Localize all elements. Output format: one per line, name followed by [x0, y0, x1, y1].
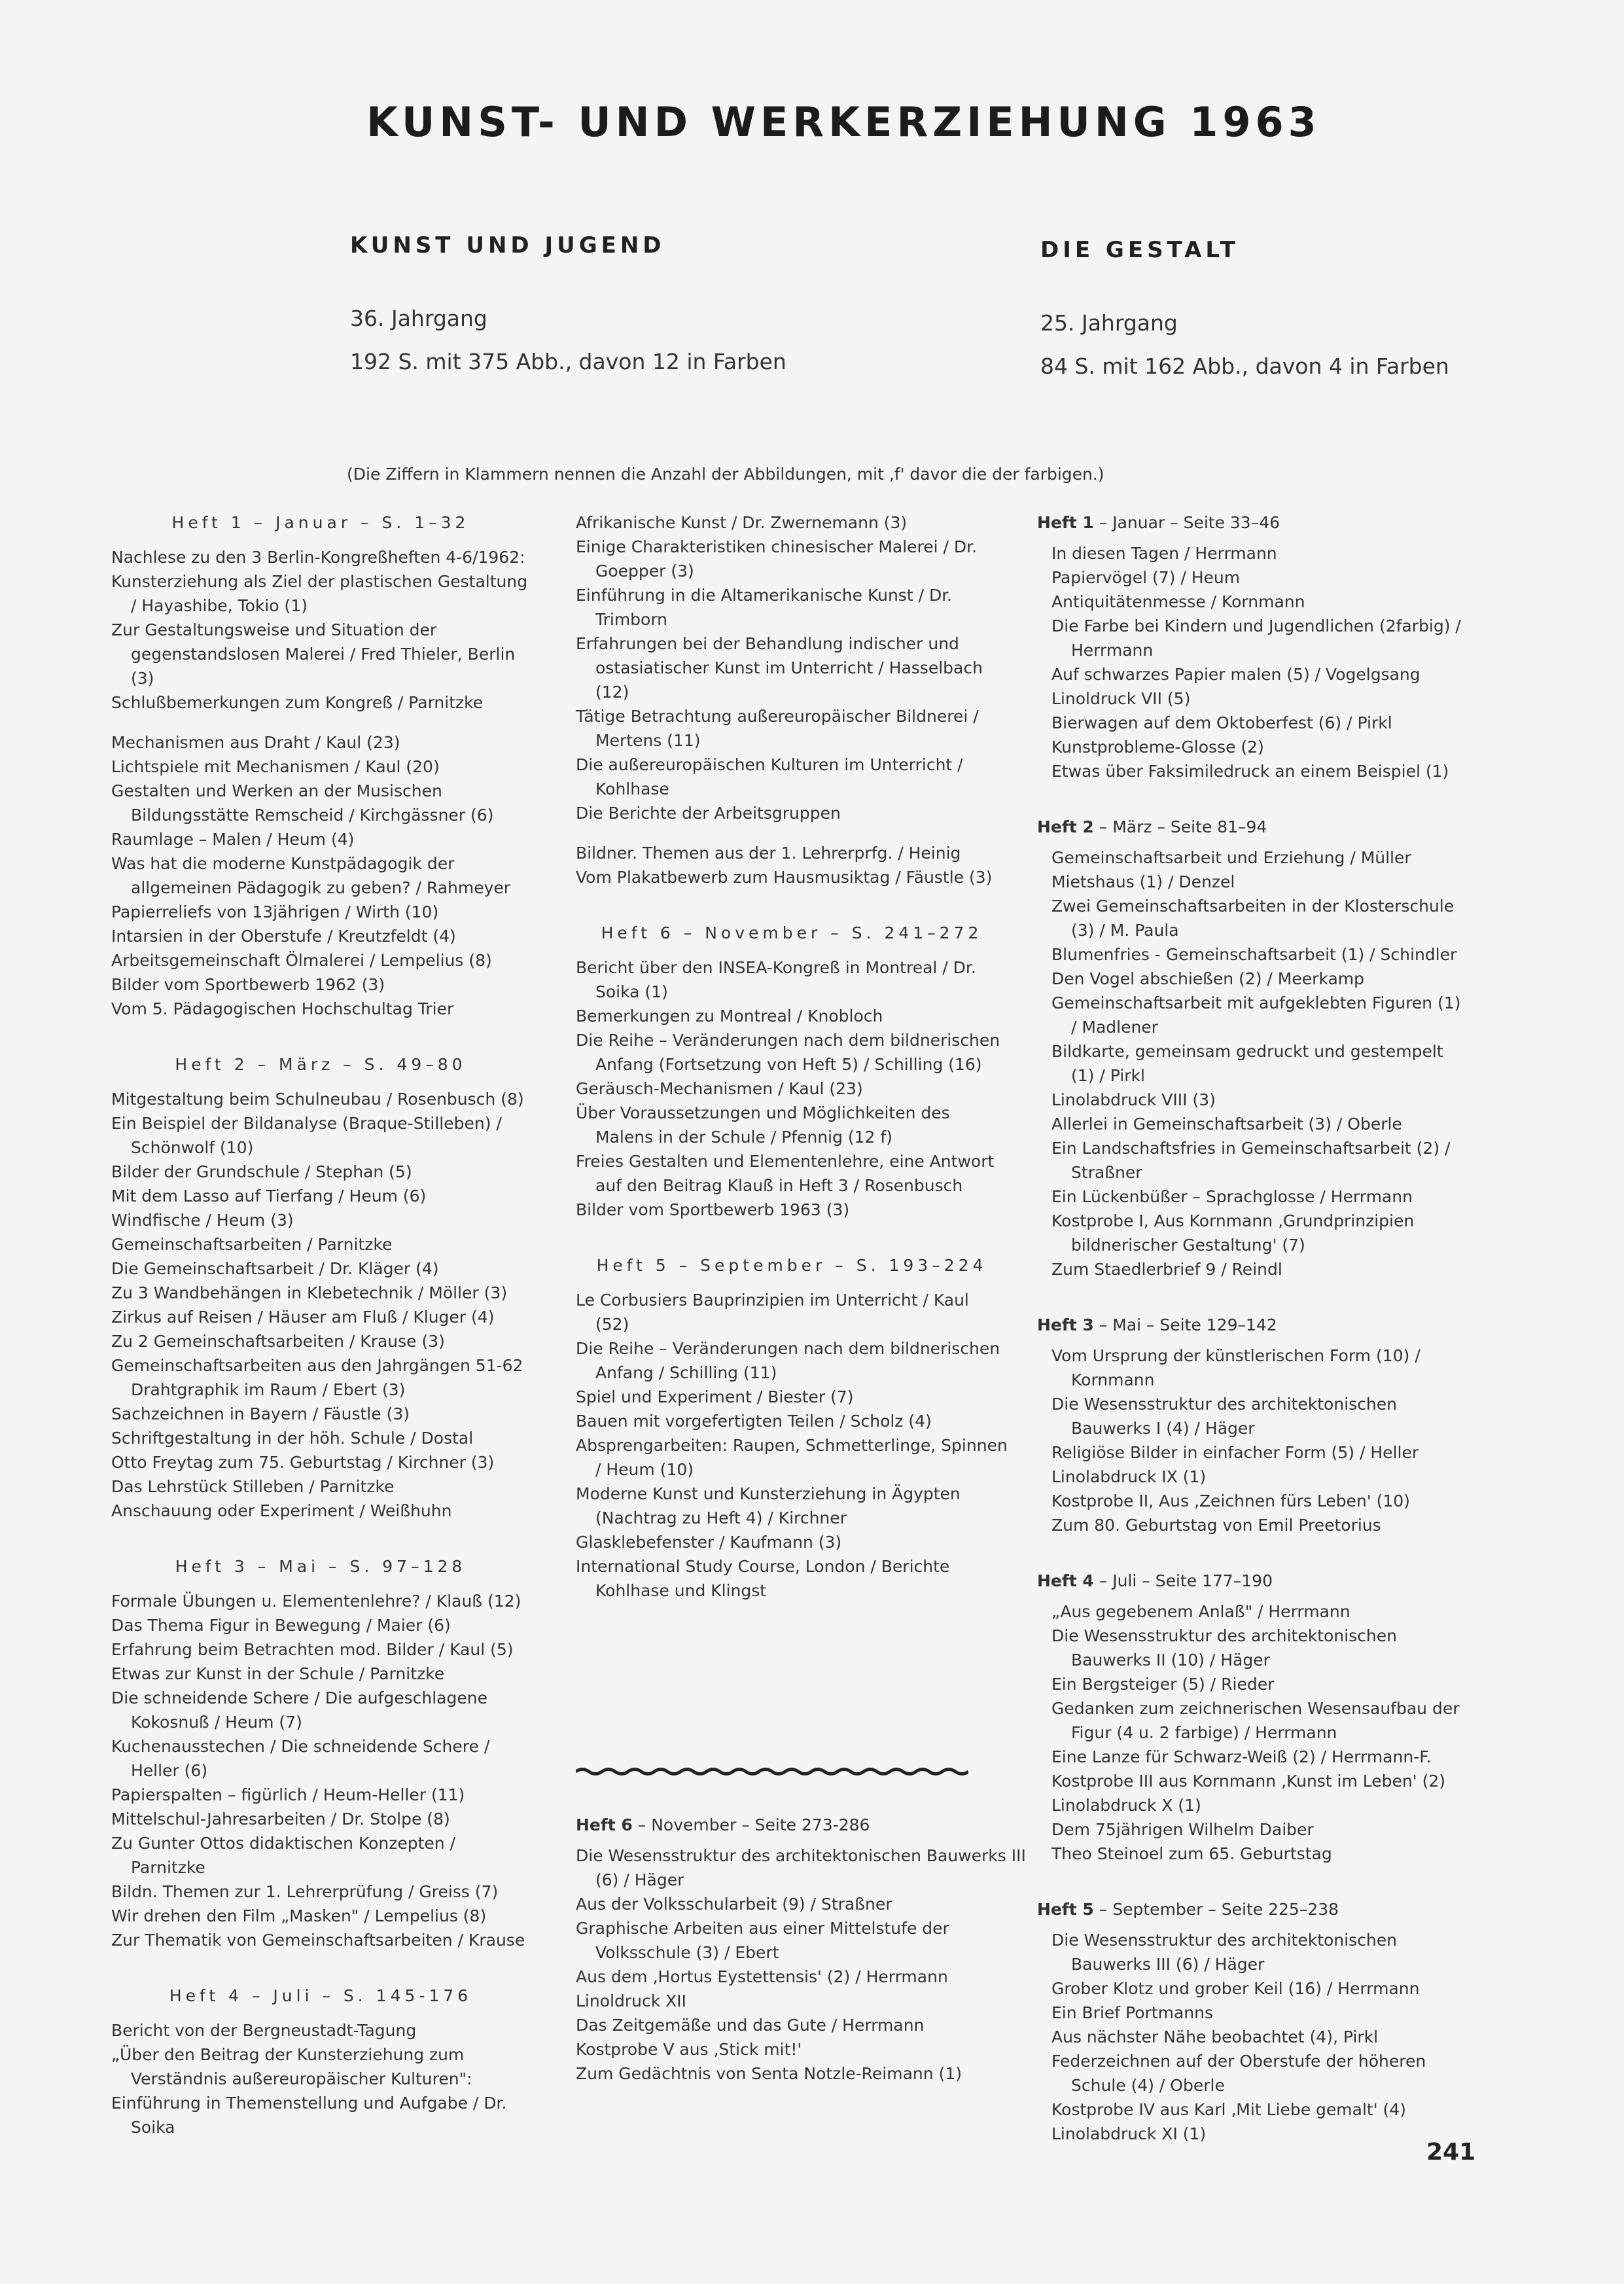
list-item: Bericht über den INSEA-Kongreß in Montreal / Dr. Soika (1) — [576, 958, 976, 1001]
list-item: Theo Steinoel zum 65. Geburtstag — [1051, 1844, 1332, 1863]
list-item: Den Vogel abschießen (2) / Meerkamp — [1051, 969, 1364, 988]
list-item: Die Reihe – Veränderungen nach dem bildnerischen Anfang / Schilling (11) — [576, 1339, 1000, 1382]
list-item: Was hat die moderne Kunstpädagogik der allgemeinen Pädagogik zu geben? / Rahmeyer — [111, 854, 511, 897]
list-item: Etwas zur Kunst in der Schule / Parnitzke — [111, 1664, 445, 1683]
list-item: Kunstprobleme-Glosse (2) — [1051, 738, 1264, 757]
page-title: KUNST- UND WERKERZIEHUNG 1963 — [366, 98, 1321, 146]
index-section — [111, 510, 530, 1021]
list-item: Die Farbe bei Kindern und Jugendlichen (2farbig) / Herrmann — [1051, 616, 1461, 660]
list-item: Die Wesensstruktur des architektonischen Bauwerks III (6) / Häger — [1051, 1931, 1397, 1974]
list-item: Ein Bergsteiger (5) / Rieder — [1051, 1675, 1275, 1694]
list-item: Bierwagen auf dem Oktoberfest (6) / Pirkl — [1051, 713, 1392, 732]
list-item: In diesen Tagen / Herrmann — [1051, 544, 1277, 563]
list-item: Formale Übungen u. Elementenlehre? / Klauß (12) — [111, 1592, 521, 1611]
list-item: „Über den Beitrag der Kunsterziehung zum Verständnis außereuropäischer Kulturen": — [111, 2045, 472, 2088]
list-item: Zum Gedächtnis von Senta Notzle-Reimann (1) — [576, 2064, 962, 2083]
list-item: Dem 75jährigen Wilhelm Daiber — [1051, 1820, 1314, 1839]
list-item: Bildn. Themen zur 1. Lehrerprüfung / Greiss (7) — [111, 1882, 499, 1901]
list-item: Aus der Volksschularbeit (9) / Straßner — [576, 1895, 892, 1914]
list-item: Vom 5. Pädagogischen Hochschultag Trier — [111, 999, 454, 1018]
list-item: Bildner. Themen aus der 1. Lehrerprfg. / Heinig — [576, 844, 961, 863]
list-item: Zum Staedlerbrief 9 / Reindl — [1051, 1260, 1282, 1279]
list-item: Die schneidende Schere / Die aufgeschlagene Kokosnuß / Heum (7) — [111, 1688, 487, 1732]
list-item: Antiquitätenmesse / Kornmann — [1051, 592, 1305, 611]
journal-pages: 84 S. mit 162 Abb., davon 4 in Farben — [1040, 353, 1449, 379]
heading-rest: – September – Seite 225–238 — [1093, 1900, 1339, 1919]
section-heading: Heft 6 – November – S. 241–272 — [601, 923, 983, 942]
section-heading — [1037, 510, 1469, 535]
list-item: Otto Freytag zum 75. Geburtstag / Kirchner (3) — [111, 1453, 495, 1472]
list-item: Afrikanische Kunst / Dr. Zwernemann (3) — [576, 513, 908, 532]
list-item: Gemeinschaftsarbeiten / Parnitzke — [111, 1235, 393, 1254]
list-item: Zu 2 Gemeinschaftsarbeiten / Krause (3) — [111, 1332, 445, 1351]
list-item: Mit dem Lasso auf Tierfang / Heum (6) — [111, 1187, 427, 1205]
list-item: Sachzeichnen in Bayern / Fäustle (3) — [111, 1404, 410, 1423]
list-item: Eine Lanze für Schwarz-Weiß (2) / Herrmann-F. — [1051, 1747, 1432, 1766]
list-item: Zu Gunter Ottos didaktischen Konzepten / Parnitzke — [111, 1834, 456, 1877]
list-item: Geräusch-Mechanismen / Kaul (23) — [576, 1079, 863, 1098]
list-item: Die Berichte der Arbeitsgruppen — [576, 804, 841, 823]
list-item: Mitgestaltung beim Schulneubau / Rosenbusch (8) — [111, 1090, 524, 1109]
list-item: Einige Charakteristiken chinesischer Malerei / Dr. Goepper (3) — [576, 537, 978, 580]
list-item: Mechanismen aus Draht / Kaul (23) — [111, 733, 400, 752]
list-item: Zirkus auf Reisen / Häuser am Fluß / Kluger (4) — [111, 1308, 495, 1327]
list-item: Arbeitsgemeinschaft Ölmalerei / Lempelius (8) — [111, 951, 492, 970]
column-kunst-und-jugend-right — [576, 510, 1008, 1634]
list-item: Kunsterziehung als Ziel der plastischen Gestaltung / Hayashibe, Tokio (1) — [111, 572, 528, 615]
list-item: Die Wesensstruktur des architektonischen Bauwerks III (6) / Häger — [576, 1846, 1026, 1889]
list-item: Das Zeitgemäße und das Gute / Herrmann — [576, 2016, 925, 2035]
list-item: Zwei Gemeinschaftsarbeiten in der Klosterschule (3) / M. Paula — [1051, 897, 1455, 940]
list-item: Kostprobe II, Aus ‚Zeichnen fürs Leben' (10) — [1051, 1491, 1410, 1510]
index-section — [1037, 510, 1469, 783]
list-item: Allerlei in Gemeinschaftsarbeit (3) / Oberle — [1051, 1115, 1402, 1133]
list-item: Das Lehrstück Stilleben / Parnitzke — [111, 1477, 395, 1496]
list-item: Gemeinschaftsarbeit und Erziehung / Müller — [1051, 848, 1411, 867]
list-item: Bericht von der Bergneustadt-Tagung — [111, 2021, 417, 2040]
page-number: 241 — [1426, 2139, 1476, 2166]
list-item: Grober Klotz und grober Keil (16) / Herrmann — [1051, 1979, 1420, 1998]
section-heading — [1037, 1569, 1469, 1593]
list-item: Gedanken zum zeichnerischen Wesensaufbau der Figur (4 u. 2 farbige) / Herrmann — [1051, 1699, 1460, 1742]
list-item: Das Thema Figur in Bewegung / Maier (6) — [111, 1616, 451, 1635]
journal-name: KUNST UND JUGEND — [350, 232, 665, 259]
list-item: Zur Thematik von Gemeinschaftsarbeiten / Krause — [111, 1931, 525, 1950]
list-item: Windfische / Heum (3) — [111, 1211, 294, 1230]
section-heading: Heft 5 – September – S. 193–224 — [596, 1256, 987, 1275]
group-gap — [576, 825, 1008, 841]
list-item: Anschauung oder Experiment / Weißhuhn — [111, 1501, 452, 1520]
index-section — [111, 1554, 530, 1952]
list-item: Über Voraussetzungen und Möglichkeiten des Malens in der Schule / Pfennig (12 f) — [576, 1103, 950, 1147]
list-item: Aus dem ‚Hortus Eystettensis' (2) / Herrmann — [576, 1967, 948, 1986]
list-item: Die Wesensstruktur des architektonischen Bauwerks II (10) / Häger — [1051, 1626, 1397, 1669]
list-item: Zur Gestaltungsweise und Situation der gegenstandslosen Malerei / Fred Thieler, Berlin (3) — [111, 620, 516, 688]
list-item: Bildkarte, gemeinsam gedruckt und gestempelt (1) / Pirkl — [1051, 1042, 1443, 1085]
list-item: Linoldruck XII — [576, 1991, 686, 2010]
list-item: Aus nächster Nähe beobachtet (4), Pirkl — [1051, 2027, 1379, 2046]
list-item: Vom Ursprung der künstlerischen Form (10) / Kornmann — [1051, 1346, 1421, 1389]
heading-rest: – Juli – Seite 177–190 — [1093, 1571, 1273, 1590]
heading-rest: – März – Seite 81–94 — [1093, 817, 1267, 836]
index-section — [576, 510, 1008, 889]
heading-bold: Heft 3 — [1037, 1315, 1094, 1334]
journal-die-gestalt — [1040, 237, 1449, 395]
list-item: Le Corbusiers Bauprinzipien im Unterricht / Kaul (52) — [576, 1291, 969, 1334]
list-item: Etwas über Faksimiledruck an einem Beispiel (1) — [1051, 762, 1449, 781]
section-heading: Heft 2 – März – S. 49–80 — [175, 1055, 467, 1074]
list-item: Glasklebefenster / Kaufmann (3) — [576, 1533, 842, 1552]
column-kunst-und-jugend-left — [111, 510, 530, 2171]
heading-bold: Heft 5 — [1037, 1900, 1094, 1919]
list-item: Gestalten und Werken an der Musischen Bildungsstätte Remscheid / Kirchgässner (6) — [111, 781, 494, 825]
list-item: Papiervögel (7) / Heum — [1051, 568, 1241, 587]
index-section — [1037, 1897, 1469, 2146]
heading-bold: Heft 6 — [576, 1815, 633, 1834]
journal-pages: 192 S. mit 375 Abb., davon 12 in Farben — [350, 349, 786, 374]
index-section — [1037, 1313, 1469, 1537]
index-section — [576, 921, 1008, 1222]
journal-kunst-und-jugend — [350, 232, 786, 391]
list-item: Federzeichnen auf der Oberstufe der höheren Schule (4) / Oberle — [1051, 2052, 1426, 2095]
list-item: Kostprobe V aus ‚Stick mit!' — [576, 2040, 802, 2059]
list-item: Wir drehen den Film „Masken" / Lempelius (8) — [111, 1906, 487, 1925]
list-item: Auf schwarzes Papier malen (5) / Vogelgsang — [1051, 665, 1421, 684]
list-item: Papierreliefs von 13jährigen / Wirth (10) — [111, 902, 439, 921]
list-item: Moderne Kunst und Kunsterziehung in Ägypten (Nachtrag zu Heft 4) / Kirchner — [576, 1484, 961, 1527]
list-item: Bilder vom Sportbewerb 1963 (3) — [576, 1200, 850, 1219]
list-item: Die Wesensstruktur des architektonischen Bauwerks I (4) / Häger — [1051, 1395, 1397, 1438]
list-item: Zum 80. Geburtstag von Emil Preetorius — [1051, 1516, 1381, 1535]
list-item: Schlußbemerkungen zum Kongreß / Parnitzke — [111, 693, 484, 712]
section-heading — [1037, 1313, 1469, 1337]
list-item: Ein Beispiel der Bildanalyse (Braque-Stilleben) / Schönwolf (10) — [111, 1114, 502, 1157]
heading-rest: – November – Seite 273-286 — [632, 1815, 870, 1834]
list-item: Tätige Betrachtung außereuropäischer Bildnerei / Mertens (11) — [576, 707, 979, 750]
list-item: Blumenfries - Gemeinschaftsarbeit (1) / Schindler — [1051, 945, 1457, 964]
index-section — [1037, 1569, 1469, 1866]
list-item: Intarsien in der Oberstufe / Kreutzfeldt (4) — [111, 927, 456, 946]
section-heading — [1037, 1897, 1469, 1921]
list-item: Papierspalten – figürlich / Heum-Heller (11) — [111, 1785, 465, 1804]
heading-bold: Heft 2 — [1037, 817, 1094, 836]
list-item: Kostprobe I, Aus Kornmann ‚Grundprinzipien bildnerischer Gestaltung' (7) — [1051, 1211, 1415, 1255]
list-item: Raumlage – Malen / Heum (4) — [111, 830, 355, 849]
list-item: Bemerkungen zu Montreal / Knobloch — [576, 1007, 883, 1026]
section-heading: Heft 3 – Mai – S. 97–128 — [175, 1557, 467, 1576]
list-item: Linoldruck VII (5) — [1051, 689, 1191, 708]
list-item: Freies Gestalten und Elementenlehre, eine Antwort auf den Beitrag Klauß in Heft 3 / Rosenbusch — [576, 1152, 995, 1195]
section-heading: Heft 1 – Januar – S. 1–32 — [171, 513, 470, 532]
index-section — [576, 1253, 1008, 1603]
list-item: Graphische Arbeiten aus einer Mittelstufe der Volksschule (3) / Ebert — [576, 1919, 949, 1962]
list-item: Mietshaus (1) / Denzel — [1051, 872, 1235, 891]
list-item: Einführung in die Altamerikanische Kunst / Dr. Trimborn — [576, 586, 953, 629]
heading-rest: – Januar – Seite 33–46 — [1093, 513, 1280, 532]
list-item: Religiöse Bilder in einfacher Form (5) / Heller — [1051, 1443, 1419, 1462]
list-item: Gemeinschaftsarbeit mit aufgeklebten Figuren (1) / Madlener — [1051, 993, 1461, 1037]
list-item: Die Reihe – Veränderungen nach dem bildnerischen Anfang (Fortsetzung von Heft 5) / Schilling (16) — [576, 1031, 1000, 1074]
heading-rest: – Mai – Seite 129–142 — [1093, 1315, 1277, 1334]
heading-bold: Heft 1 — [1037, 513, 1094, 532]
column-die-gestalt — [1037, 510, 1469, 2177]
section-heading — [576, 1813, 1034, 1837]
list-item: Kostprobe III aus Kornmann ‚Kunst im Leben' (2) — [1051, 1772, 1446, 1791]
list-item: Schriftgestaltung in der höh. Schule / Dostal — [111, 1429, 474, 1448]
figures-note: (Die Ziffern in Klammern nennen die Anzahl der Abbildungen, mit ‚f' davor die der farbigen.) — [347, 465, 1104, 484]
list-item: Spiel und Experiment / Biester (7) — [576, 1387, 854, 1406]
list-item: Ein Lückenbüßer – Sprachglosse / Herrmann — [1051, 1187, 1413, 1206]
journal-name: DIE GESTALT — [1040, 237, 1239, 263]
list-item: International Study Course, London / Berichte Kohlhase und Klingst — [576, 1557, 950, 1600]
list-item: Linolabdruck XI (1) — [1051, 2124, 1207, 2143]
list-item: Erfahrungen bei der Behandlung indischer und ostasiatischer Kunst im Unterricht / Hasselbach (12) — [576, 634, 983, 702]
group-gap — [111, 715, 530, 730]
index-section — [111, 1984, 530, 2139]
section-heading — [1037, 815, 1469, 839]
list-item: Absprengarbeiten: Raupen, Schmetterlinge, Spinnen / Heum (10) — [576, 1436, 1008, 1479]
list-item: Linolabdruck VIII (3) — [1051, 1090, 1216, 1109]
wavy-separator — [576, 1767, 968, 1776]
journal-volume: 25. Jahrgang — [1040, 310, 1178, 336]
list-item: Linolabdruck X (1) — [1051, 1796, 1201, 1815]
list-item: Die Gemeinschaftsarbeit / Dr. Kläger (4) — [111, 1259, 439, 1278]
list-item: Ein Landschaftsfries in Gemeinschaftsarbeit (2) / Straßner — [1051, 1139, 1451, 1182]
list-item: „Aus gegebenem Anlaß" / Herrmann — [1051, 1602, 1350, 1621]
heading-bold: Heft 4 — [1037, 1571, 1094, 1590]
list-item: Ein Brief Portmanns — [1051, 2003, 1213, 2022]
list-item: Linolabdruck IX (1) — [1051, 1467, 1207, 1486]
list-item: Mittelschul-Jahresarbeiten / Dr. Stolpe (8) — [111, 1810, 450, 1829]
list-item: Die außereuropäischen Kulturen im Unterricht / Kohlhase — [576, 755, 963, 798]
die-gestalt-heft-6 — [576, 1813, 1034, 2086]
section-heading: Heft 4 – Juli – S. 145-176 — [169, 1986, 472, 2005]
list-item: Gemeinschaftsarbeiten aus den Jahrgängen 51-62 Drahtgraphik im Raum / Ebert (3) — [111, 1356, 523, 1399]
list-item: Bilder der Grundschule / Stephan (5) — [111, 1162, 412, 1181]
list-item: Bauen mit vorgefertigten Teilen / Scholz (4) — [576, 1412, 932, 1431]
list-item: Lichtspiele mit Mechanismen / Kaul (20) — [111, 757, 440, 776]
list-item: Kuchenausstechen / Die schneidende Schere / Heller (6) — [111, 1737, 490, 1780]
list-item: Kostprobe IV aus Karl ‚Mit Liebe gemalt' (4) — [1051, 2100, 1406, 2119]
list-item: Vom Plakatbewerb zum Hausmusiktag / Fäustle (3) — [576, 868, 993, 887]
index-section — [1037, 815, 1469, 1281]
list-item: Einführung in Themenstellung und Aufgabe / Dr. Soika — [111, 2094, 507, 2137]
list-item: Bilder vom Sportbewerb 1962 (3) — [111, 975, 385, 994]
index-section — [111, 1052, 530, 1523]
list-item: Zu 3 Wandbehängen in Klebetechnik / Möller (3) — [111, 1283, 508, 1302]
list-item: Erfahrung beim Betrachten mod. Bilder / Kaul (5) — [111, 1640, 514, 1659]
article-list — [576, 1844, 1034, 2086]
journal-volume: 36. Jahrgang — [350, 306, 487, 331]
list-item: Nachlese zu den 3 Berlin-Kongreßheften 4-6/1962: — [111, 548, 525, 567]
